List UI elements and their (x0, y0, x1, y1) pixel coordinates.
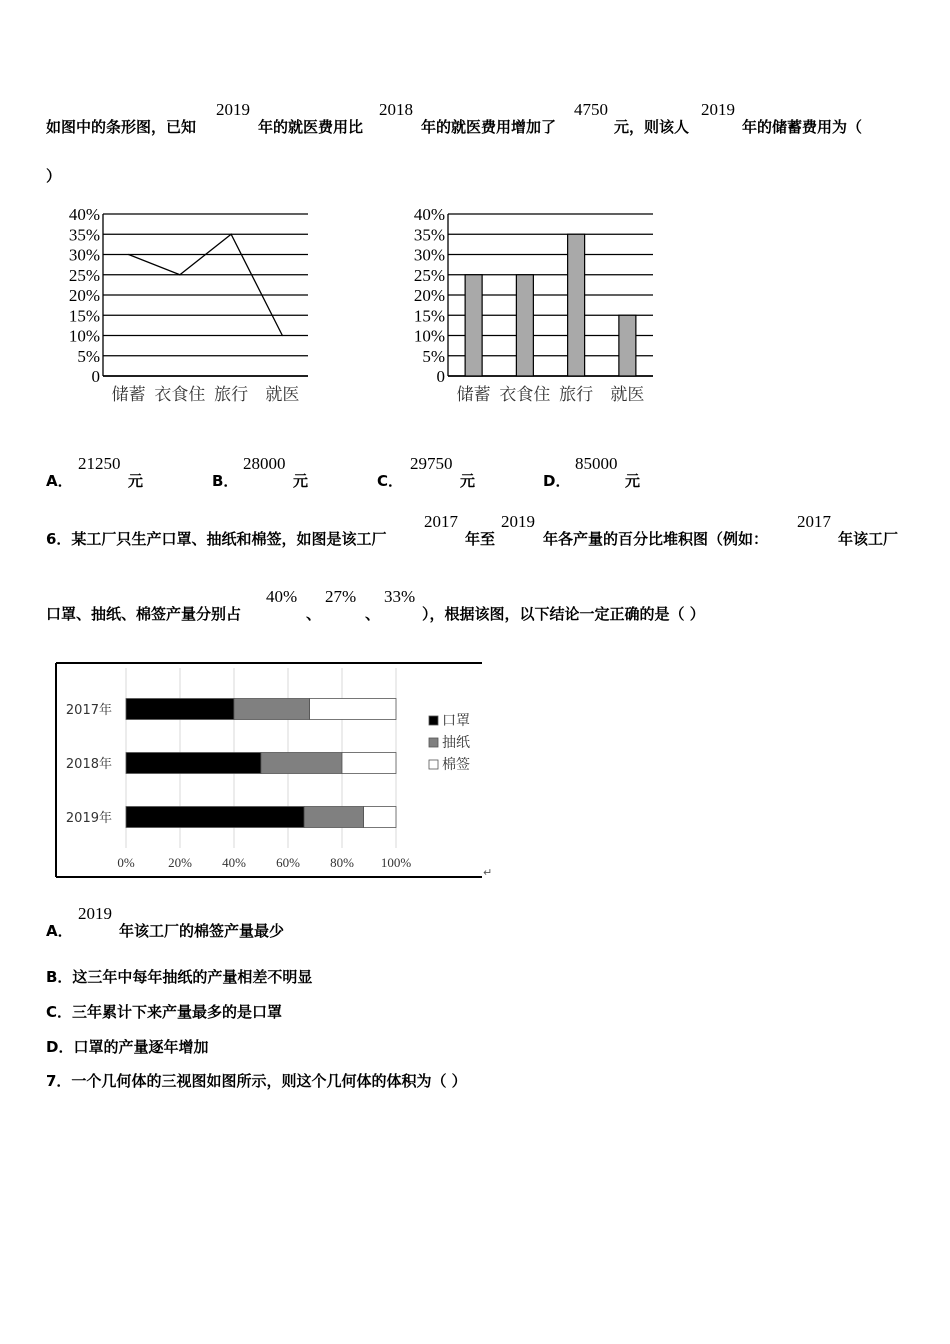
stacked-segment (126, 699, 234, 720)
stacked-ylabel: 2019年 (65, 811, 112, 826)
stacked-ylabel: 2018年 (65, 757, 112, 772)
bar (465, 275, 482, 376)
bar-chart-xtick: 就医 (610, 385, 645, 405)
legend-swatch (429, 760, 438, 769)
q5-close-paren: ） (46, 167, 62, 185)
line-chart-ytick: 10% (68, 326, 100, 346)
bar-chart-xtick: 旅行 (559, 385, 594, 405)
stacked-xtick: 60% (276, 855, 300, 870)
bar-chart-xtick: 衣食住 (499, 385, 551, 405)
bar-chart-ytick: 40% (413, 205, 445, 224)
q5-option-b-unit: 元 (293, 472, 309, 490)
line-series (129, 234, 283, 335)
bar-chart-ytick: 20% (413, 286, 445, 305)
q5-option-c-value: 29750 (410, 454, 453, 473)
q6-text-1: 6．某工厂只生产口罩、抽纸和棉签，如图是该工厂 (46, 530, 387, 548)
q5-year-2018: 2018 (379, 100, 413, 119)
stacked-xtick: 0% (117, 855, 135, 870)
line-chart-ytick: 40% (68, 205, 100, 224)
q5-text-5: 年的储蓄费用为（ (742, 118, 863, 136)
q5-option-a-letter: A． (46, 472, 73, 490)
stacked-segment (234, 699, 310, 720)
bar-chart-ytick: 15% (413, 306, 445, 326)
line-chart-xtick: 旅行 (214, 385, 249, 405)
q5-year-2019b: 2019 (701, 100, 735, 119)
q5-option-c-letter: C． (377, 472, 404, 490)
q5-option-a-value: 21250 (78, 454, 121, 473)
legend-swatch (429, 738, 438, 747)
line-chart-ytick: 15% (68, 306, 100, 326)
stacked-xtick: 20% (168, 855, 192, 870)
q5-option-d-letter: D． (543, 472, 571, 490)
q5-text-4: 元，则该人 (614, 118, 690, 136)
line-chart-ytick: 30% (68, 245, 100, 265)
q6-text-2: 年至 (465, 530, 496, 548)
q6-year-2017: 2017 (424, 512, 458, 531)
bar-chart-ytick: 35% (413, 225, 445, 245)
q5-option-d-value: 85000 (575, 454, 618, 473)
line-chart-ytick: 0 (91, 367, 100, 386)
q6-option-d: D．口罩的产量逐年增加 (46, 1038, 209, 1056)
legend-label: 口罩 (442, 713, 470, 729)
stacked-bar-chart (50, 658, 510, 890)
stacked-segment (126, 753, 261, 774)
line-chart-ytick: 35% (68, 225, 100, 245)
stacked-xtick: 80% (330, 855, 354, 870)
q7-text: 7．一个几何体的三视图如图所示，则这个几何体的体积为（ ） (46, 1072, 467, 1090)
q5-amount: 4750 (574, 100, 608, 119)
stacked-segment (364, 807, 396, 828)
q6-year-2019: 2019 (501, 512, 535, 531)
q6-option-c: C．三年累计下来产量最多的是口罩 (46, 1003, 283, 1021)
bar (516, 275, 533, 376)
line-chart-xtick: 就医 (265, 385, 300, 405)
q5-option-d-unit: 元 (625, 472, 641, 490)
q5-option-a-unit: 元 (128, 472, 144, 490)
stacked-xtick: 40% (222, 855, 246, 870)
q6-text-4: 年该工厂 (838, 530, 899, 548)
q5-text-1: 如图中的条形图，已知 (46, 118, 197, 136)
legend-label: 抽纸 (442, 735, 470, 751)
q5-option-b-letter: B． (212, 472, 239, 490)
line-chart (60, 200, 320, 410)
q5-text-2: 年的就医费用比 (258, 118, 364, 136)
line-chart-ytick: 20% (68, 286, 100, 305)
return-mark: ↵ (483, 866, 493, 879)
line-chart-ytick: 25% (68, 265, 100, 285)
line-chart-xtick: 储蓄 (111, 385, 146, 405)
bar-chart-ytick: 0 (436, 367, 445, 386)
q5-option-b-value: 28000 (243, 454, 286, 473)
stacked-xtick: 100% (380, 855, 412, 870)
stacked-segment (261, 753, 342, 774)
legend-swatch (429, 716, 438, 725)
bar-chart-ytick: 30% (413, 245, 445, 265)
q6-sep-2: 、 (365, 605, 381, 623)
bar-chart-ytick: 5% (422, 346, 445, 366)
bar (568, 234, 585, 376)
q5-year-2019: 2019 (216, 100, 250, 119)
q6-text-6: ），根据该图，以下结论一定正确的是（ ） (422, 605, 705, 623)
legend-label: 棉签 (442, 757, 470, 773)
q6-pct-3: 33% (384, 587, 416, 606)
q5-option-c-unit: 元 (460, 472, 476, 490)
bar-chart (405, 200, 665, 410)
q6-pct-1: 40% (266, 587, 298, 606)
bar-chart-ytick: 25% (413, 265, 445, 285)
q6-text-5: 口罩、抽纸、棉签产量分别占 (46, 605, 242, 623)
q6-pct-2: 27% (325, 587, 357, 606)
stacked-segment (310, 699, 396, 720)
stacked-segment (126, 807, 304, 828)
stacked-segment (304, 807, 363, 828)
q5-text-3: 年的就医费用增加了 (421, 118, 557, 136)
bar-chart-ytick: 10% (413, 326, 445, 346)
q6-option-a-year: 2019 (78, 904, 112, 923)
bar (619, 315, 636, 376)
line-chart-xtick: 衣食住 (154, 385, 206, 405)
line-chart-ytick: 5% (77, 346, 100, 366)
q6-option-a-text: 年该工厂的棉签产量最少 (119, 922, 285, 940)
q6-text-3: 年各产量的百分比堆积图（例如： (543, 530, 769, 548)
stacked-ylabel: 2017年 (65, 703, 112, 718)
bar-chart-xtick: 储蓄 (456, 385, 491, 405)
q6-option-a-letter: A． (46, 922, 73, 940)
stacked-segment (342, 753, 396, 774)
q6-option-b: B．这三年中每年抽纸的产量相差不明显 (46, 968, 313, 986)
q6-year-2017b: 2017 (797, 512, 831, 531)
q6-sep-1: 、 (306, 605, 322, 623)
